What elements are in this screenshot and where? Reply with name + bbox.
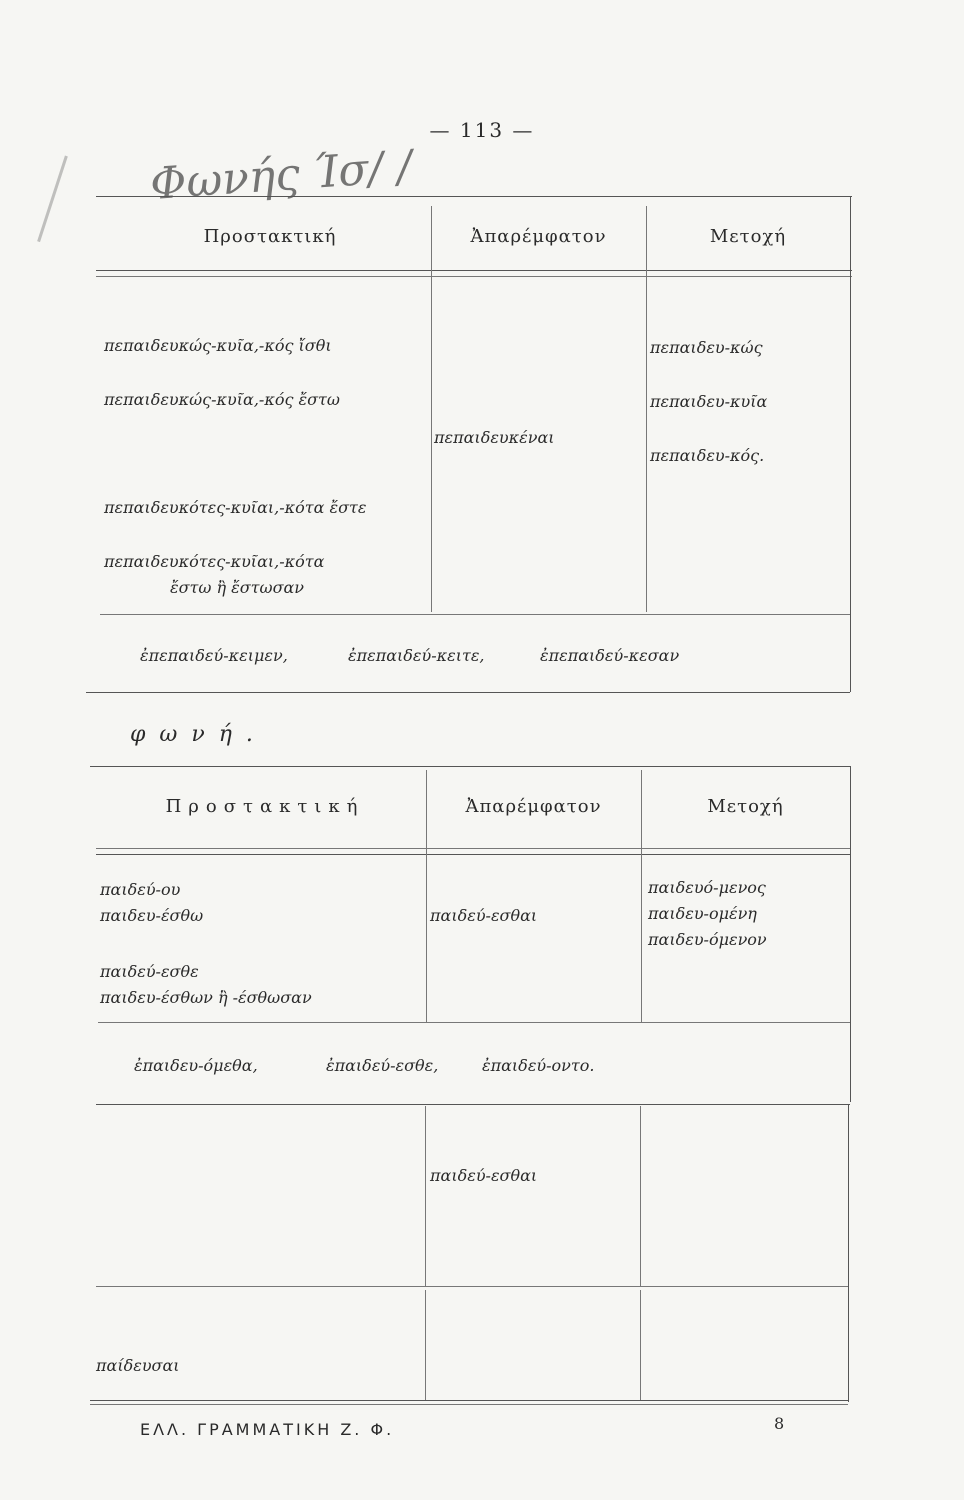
table2-participle-neut: παιδευ-όμενον xyxy=(648,930,767,949)
table2-imperative-line-4: παιδευ-έσθων ἢ -έσθωσαν xyxy=(100,988,312,1007)
table1-bottom-rule xyxy=(86,692,850,693)
handwritten-stroke xyxy=(37,156,106,255)
table1-header-rule xyxy=(96,270,852,271)
table1-indicative-2: ἐπεπαιδεύ-κειτε, xyxy=(348,646,485,665)
table3-col-divider-2-top xyxy=(640,1106,641,1286)
table2-indicative-1: ἐπαιδευ-όμεθα, xyxy=(134,1056,258,1075)
table2-header-rule-2 xyxy=(96,854,850,855)
footer-sheet-number: 8 xyxy=(774,1414,785,1433)
table3-col-divider-1-bottom xyxy=(425,1290,426,1400)
table1-body-rule xyxy=(100,614,850,615)
handwritten-annotation: Φωνής Ίσ/ / xyxy=(148,140,414,211)
table2-header-infinitive: Ἀπαρέμφατον xyxy=(465,796,602,817)
table2-indicative-3: ἐπαιδεύ-οντο. xyxy=(482,1056,595,1075)
table2-imperative-line-1: παιδεύ-ου xyxy=(100,880,181,899)
table3-bottom-rule-2 xyxy=(90,1404,848,1405)
table1-indicative-1: ἐπεπαιδεύ-κειμεν, xyxy=(140,646,288,665)
table3-col-divider-2-bottom xyxy=(640,1290,641,1400)
table2-indicative-2: ἐπαιδεύ-εσθε, xyxy=(326,1056,439,1075)
table1-col-divider-2 xyxy=(646,206,647,612)
table1-participle-masc: πεπαιδευ-κώς xyxy=(650,338,763,357)
table1-header-rule-2 xyxy=(96,276,852,277)
table2-bottom-rule xyxy=(96,1104,850,1105)
table1-imperative-line-3: πεπαιδευκότες-κυῖαι,-κότα ἔστε xyxy=(104,498,367,517)
table1-col-divider-1 xyxy=(431,206,432,612)
table3-infinitive: παιδεύ-εσθαι xyxy=(430,1166,538,1185)
table3-middle-rule xyxy=(96,1286,848,1287)
table3-bottom-left: παίδευσαι xyxy=(96,1356,180,1375)
table2-right-border xyxy=(850,766,851,1102)
table1-top-rule xyxy=(96,196,852,197)
table1-header-imperative: Προστακτική xyxy=(203,226,337,247)
table2-imperative-line-3: παιδεύ-εσθε xyxy=(100,962,199,981)
table2-participle-masc: παιδευό-μενος xyxy=(648,878,766,897)
table1-participle-neut: πεπαιδευ-κός. xyxy=(650,446,765,465)
table1-header-infinitive: Ἀπαρέμφατον xyxy=(470,226,607,247)
table3-col-divider-1-top xyxy=(425,1106,426,1286)
table3-bottom-rule xyxy=(90,1400,848,1401)
table1-header-participle: Μετοχή xyxy=(709,226,787,247)
table1-participle-fem: πεπαιδευ-κυῖα xyxy=(650,392,768,411)
table2-header-imperative: Προστακτική xyxy=(165,796,365,817)
table2-body-rule xyxy=(98,1022,850,1023)
table1-imperative-line-2: πεπαιδευκώς-κυῖα,-κός ἔστω xyxy=(104,390,340,409)
table1-imperative-line-5: ἔστω ἢ ἔστωσαν xyxy=(170,578,305,597)
table2-header-participle: Μετοχή xyxy=(707,796,784,817)
table2-top-rule xyxy=(90,766,850,767)
table2-participle-fem: παιδευ-ομένη xyxy=(648,904,757,923)
table1-infinitive: πεπαιδευκέναι xyxy=(434,428,555,447)
table2-infinitive: παιδεύ-εσθαι xyxy=(430,906,538,925)
table1-imperative-line-4: πεπαιδευκότες-κυῖαι,-κότα xyxy=(104,552,325,571)
table1-imperative-line-1: πεπαιδευκώς-κυῖα,-κός ἴσθι xyxy=(104,336,332,355)
page-number: — 113 — xyxy=(429,118,535,142)
footer-signature: ΕΛΛ. ΓΡΑΜΜΑΤΙΚΗ Ζ. Φ. xyxy=(140,1420,395,1439)
table1-right-border xyxy=(850,196,851,692)
table3-right-border xyxy=(848,1104,849,1402)
voice-heading: φωνή. xyxy=(130,722,267,747)
table2-imperative-line-2: παιδευ-έσθω xyxy=(100,906,204,925)
table1-indicative-3: ἐπεπαιδεύ-κεσαν xyxy=(540,646,680,665)
table2-header-rule xyxy=(96,848,850,849)
